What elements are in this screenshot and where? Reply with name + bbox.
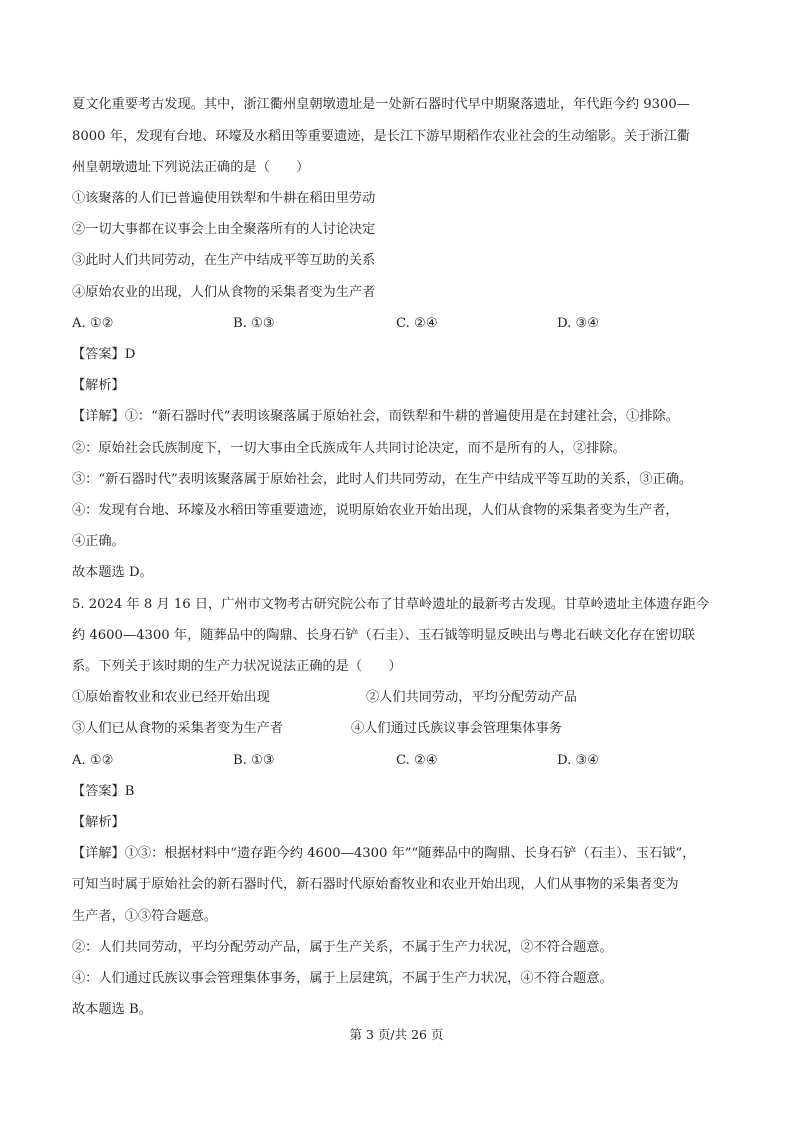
q5-detail-line-4: ②：人们共同劳动，平均分配劳动产品，属于生产关系，不属于生产力状况，②不符合题意。 bbox=[72, 940, 613, 955]
q4-detail-line-2: ②：原始社会氏族制度下，一切大事由全氏族成年人共同讨论决定，而不是所有的人，②排除。 bbox=[72, 441, 626, 456]
q5-item-2: ②人们共同劳动，平均分配劳动产品 bbox=[366, 690, 577, 705]
q5-detail-line-1: 【详解】①③：根据材料中“遗存距今约 4600—4300 年”“随葬品中的陶鼎、长身石铲（石圭）、玉石钺”， bbox=[72, 846, 696, 861]
q5-option-c: C. ②④ bbox=[396, 753, 438, 768]
q4-stem-line-1: 夏文化重要考古发现。其中，浙江衢州皇朝墩遗址是一处新石器时代早中期聚落遗址，年代距今约 9300— bbox=[72, 97, 690, 112]
q4-item-4: ④原始农业的出现，人们从食物的采集者变为生产者 bbox=[72, 285, 376, 300]
q4-detail-line-4: ④：发现有台地、环壕及水稻田等重要遗迹，说明原始农业开始出现，人们从食物的采集者变为生产者， bbox=[72, 503, 679, 518]
q4-option-c: C. ②④ bbox=[396, 316, 438, 331]
q4-option-d: D. ③④ bbox=[557, 316, 600, 331]
q4-conclusion: 故本题选 D。 bbox=[72, 565, 153, 580]
q4-stem-line-3: 州皇朝墩遗址下列说法正确的是（ ） bbox=[72, 160, 310, 175]
q5-stem-line-2: 约 4600—4300 年，随葬品中的陶鼎、长身石铲（石圭）、玉石钺等明显反映出与粤北石峡文化存在密切联 bbox=[72, 628, 695, 643]
q5-detail-line-3: 生产者，①③符合题意。 bbox=[72, 909, 218, 924]
q5-option-d: D. ③④ bbox=[557, 753, 600, 768]
q4-detail-line-1: 【详解】①：“新石器时代”表明该聚落属于原始社会，而铁犁和牛耕的普遍使用是在封建社会，①排除。 bbox=[72, 409, 679, 424]
q5-item-4: ④人们通过氏族议事会管理集体事务 bbox=[351, 721, 562, 736]
q4-item-1: ①该聚落的人们已普遍使用铁犁和牛耕在稻田里劳动 bbox=[72, 191, 376, 206]
q5-conclusion: 故本题选 B。 bbox=[72, 1002, 152, 1017]
q5-detail-line-2: 可知当时属于原始社会的新石器时代，新石器时代原始畜牧业和农业开始出现，人们从事物的采集者变为 bbox=[72, 877, 679, 892]
q5-detail-line-5: ④：人们通过氏族议事会管理集体事务，属于上层建筑，不属于生产力状况，④不符合题意。 bbox=[72, 971, 613, 986]
q4-option-b: B. ①③ bbox=[233, 316, 275, 331]
q4-detail-line-3: ③：“新石器时代”表明该聚落属于原始社会，此时人们共同劳动，在生产中结成平等互助的关系，③正确。 bbox=[72, 472, 693, 487]
q4-stem-line-2: 8000 年，发现有台地、环壕及水稻田等重要遗迹，是长江下游早期稻作农业社会的生动缩影。关于浙江衢 bbox=[72, 129, 690, 144]
q4-option-a: A. ①② bbox=[72, 316, 114, 331]
page-number-footer: 第 3 页/共 26 页 bbox=[349, 1027, 444, 1042]
q4-answer: 【答案】D bbox=[72, 347, 136, 362]
q4-detail-line-5: ④正确。 bbox=[72, 534, 125, 549]
q5-answer: 【答案】B bbox=[72, 784, 135, 799]
q5-stem-line-1: 5. 2024 年 8 月 16 日，广州市文物考古研究院公布了甘草岭遗址的最新考古发现。甘草岭遗址主体遗存距今 bbox=[72, 597, 710, 612]
q5-stem-line-3: 系。下列关于该时期的生产力状况说法正确的是（ ） bbox=[72, 659, 402, 674]
q4-analysis-label: 【解析】 bbox=[72, 378, 125, 393]
q4-item-3: ③此时人们共同劳动，在生产中结成平等互助的关系 bbox=[72, 253, 376, 268]
q5-analysis-label: 【解析】 bbox=[72, 815, 125, 830]
q5-item-3: ③人们已从食物的采集者变为生产者 bbox=[72, 721, 283, 736]
q5-option-a: A. ①② bbox=[72, 753, 114, 768]
q5-item-1: ①原始畜牧业和农业已经开始出现 bbox=[72, 690, 270, 705]
q4-item-2: ②一切大事都在议事会上由全聚落所有的人讨论决定 bbox=[72, 222, 376, 237]
q5-option-b: B. ①③ bbox=[233, 753, 275, 768]
